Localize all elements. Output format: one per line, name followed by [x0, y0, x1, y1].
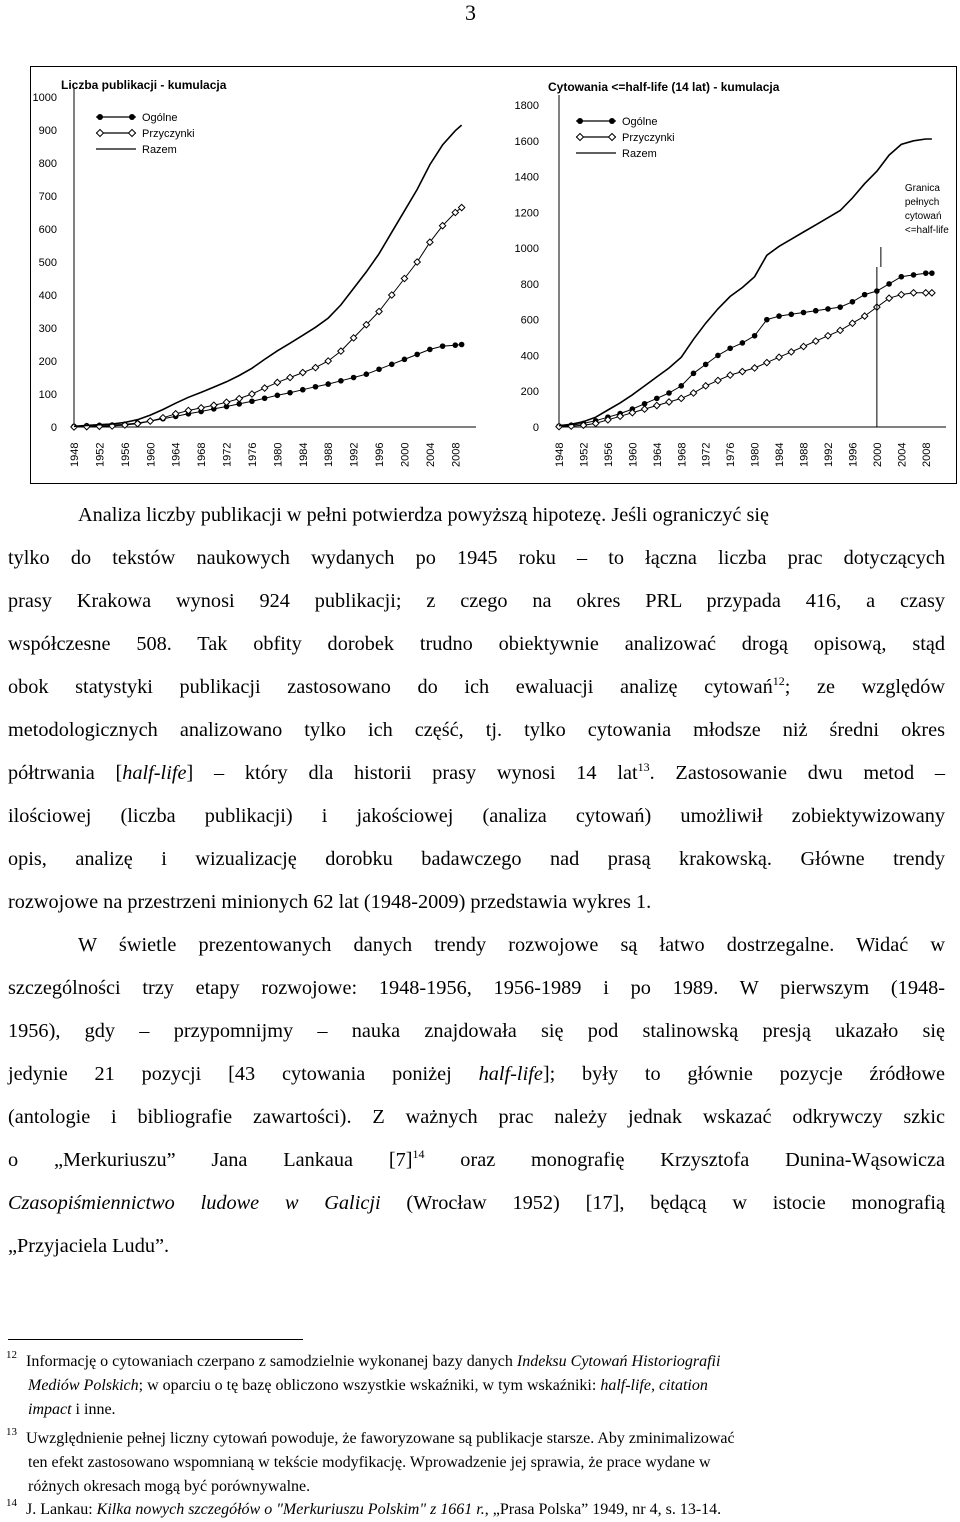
legend-marker: [129, 130, 136, 137]
data-point: [727, 345, 733, 351]
y-tick-label: 200: [520, 386, 539, 399]
footnote-number: 13: [6, 1426, 17, 1438]
y-tick-label: 600: [38, 224, 57, 236]
annotation-label: Granica: [904, 183, 940, 194]
data-point: [325, 381, 331, 387]
data-point: [236, 395, 242, 401]
data-point: [678, 395, 684, 401]
series-line-Przyczynki: [74, 208, 462, 428]
y-tick-label: 1400: [514, 171, 539, 184]
annotation-label: pełnych: [904, 197, 940, 208]
annotation-label: <=half-life: [904, 225, 949, 236]
data-point: [910, 290, 916, 296]
y-tick-label: 300: [38, 323, 57, 335]
text-line: szczególności trzy etapy rozwojowe: 1948-1956, 1956-1989 i po 1989. W pierwszym (1948-: [8, 977, 945, 999]
data-point: [275, 393, 281, 399]
y-tick-label: 1600: [514, 135, 539, 148]
figure-charts: [30, 66, 957, 484]
x-tick-label: 2004: [896, 442, 909, 467]
data-point: [899, 274, 905, 280]
y-tick-label: 1200: [514, 207, 539, 220]
series-line-Razem: [559, 139, 932, 426]
data-point: [825, 333, 831, 339]
data-point: [715, 353, 721, 359]
text-line: W świetle prezentowanych danych trendy rozwojowe są łatwo dostrzegalne. Widać w: [78, 934, 945, 956]
footnote-text: Uwzględnienie pełnej liczny cytowań powoduje, że faworyzowane są publikacje starsze. Aby zminimalizować ten efekt zastosowano wspomnianą w tekście modyfikację. Wprowadzenie jej sprawia, że prace wydane w różnych okresach mogą być porównywalne.: [26, 1430, 735, 1496]
data-point: [654, 396, 660, 402]
data-point: [703, 383, 709, 389]
legend-marker: [609, 118, 615, 124]
chart-2: [515, 80, 950, 467]
data-point: [274, 379, 280, 385]
text-line: rozwojowe na przestrzeni minionych 62 lat (1948-2009) przedstawia wykres 1.: [8, 891, 652, 913]
data-point: [249, 391, 255, 397]
text-line: Analiza liczby publikacji w pełni potwierdza powyższą hipotezę. Jeśli ograniczyć się: [78, 504, 769, 526]
footnote-text: J. Lankau: Kilka nowych szczegółów o "Merkuriuszu Polskim" z 1661 r., „Prasa Polska” 1949, nr 4, s. 13-14.: [26, 1501, 722, 1518]
legend-label: Przyczynki: [142, 128, 195, 140]
data-point: [402, 357, 408, 363]
x-tick-label: 1964: [170, 442, 183, 467]
data-point: [776, 354, 782, 360]
x-tick-label: 1996: [374, 442, 387, 467]
paragraph-1: [8, 494, 945, 924]
x-tick-label: 1988: [798, 442, 811, 467]
data-point: [727, 372, 733, 378]
text-line: tylko do tekstów naukowych wydanych po 1945 roku – to łączna liczba prac dotyczących: [8, 547, 945, 569]
data-point: [262, 395, 268, 401]
footnote-number: 12: [6, 1349, 17, 1361]
data-point: [825, 306, 831, 312]
x-tick-label: 1996: [847, 442, 860, 467]
data-point: [801, 310, 807, 316]
y-tick-label: 1800: [514, 100, 539, 112]
data-point: [287, 374, 293, 380]
data-point: [703, 362, 709, 368]
y-tick-label: 800: [38, 158, 57, 170]
data-point: [287, 390, 293, 396]
data-point: [800, 343, 806, 349]
data-point: [690, 390, 696, 396]
x-tick-label: 1972: [221, 442, 234, 467]
text-line: Czasopiśmiennictwo ludowe w Galicji (Wrocław 1952) [17], będącą w istocie monografią: [8, 1192, 945, 1214]
x-tick-label: 2000: [399, 442, 412, 467]
x-tick-label: 1952: [578, 442, 591, 467]
data-point: [911, 272, 917, 278]
text-line: o „Merkuriuszu” Jana Lankaua $[7]^{14}$ oraz monografię Krzysztofa Dunina-Wąsowicza: [8, 1147, 945, 1171]
x-tick-label: 1948: [554, 442, 566, 467]
data-point: [147, 418, 153, 424]
text-line: prasy Krakowa wynosi 924 publikacji; z czego na okres PRL przypada 416, a czasy: [8, 590, 945, 612]
legend-marker: [577, 118, 583, 124]
x-tick-label: 1984: [297, 442, 310, 467]
footnote-number: 14: [6, 1497, 17, 1509]
data-point: [849, 320, 855, 326]
x-tick-label: 1984: [774, 442, 787, 467]
data-point: [452, 342, 458, 348]
text-line: (antologie i bibliografie zawartości). Z ważnych prac należy jednak wskazać odkrywczy szkic: [8, 1106, 945, 1128]
legend-label: Ogólne: [142, 112, 178, 124]
legend-label: Razem: [142, 144, 177, 156]
text-line: półtrwania [half-life] – który dla historii prasy wynosi 14 lat$^{13}$. Zastosowanie dwu metod –: [8, 760, 945, 784]
legend: [96, 112, 195, 156]
text-line: „Przyjaciela Ludu”.: [8, 1235, 170, 1257]
text-line: jedynie 21 pozycji [43 cytowania poniżej half-life]; były to głównie pozycje źródłowe: [8, 1063, 945, 1085]
y-tick-label: 0: [50, 422, 57, 434]
data-point: [440, 343, 446, 349]
text-line: 1956), gdy – przypomnijmy – nauka znajdowała się pod stalinowską presją ukazało się: [8, 1020, 945, 1042]
y-tick-label: 0: [532, 422, 539, 434]
data-point: [752, 333, 758, 339]
data-point: [556, 423, 562, 429]
data-point: [414, 352, 420, 358]
data-point: [364, 371, 370, 377]
paragraph-2: [8, 924, 945, 1268]
data-point: [389, 362, 395, 368]
x-tick-label: 2004: [424, 442, 437, 467]
data-point: [813, 338, 819, 344]
data-point: [751, 365, 757, 371]
x-tick-label: 1976: [246, 442, 259, 467]
legend-marker: [577, 134, 584, 141]
legend-marker: [97, 114, 103, 120]
data-point: [837, 327, 843, 333]
annotation-label: cytowań: [904, 211, 942, 222]
x-tick-label: 1956: [119, 442, 132, 467]
data-point: [678, 383, 684, 389]
legend-marker: [129, 114, 135, 120]
data-point: [641, 406, 647, 412]
x-tick-label: 1976: [725, 442, 738, 467]
data-point: [376, 366, 382, 372]
x-tick-label: 1992: [348, 442, 361, 467]
x-tick-label: 1956: [602, 442, 615, 467]
data-point: [886, 281, 892, 287]
y-tick-label: 500: [38, 257, 57, 269]
chart-1: [33, 78, 476, 467]
data-point: [788, 312, 794, 318]
data-point: [929, 270, 935, 276]
data-point: [249, 398, 255, 404]
x-tick-label: 1964: [651, 442, 664, 467]
data-point: [929, 290, 935, 296]
y-tick-label: 800: [520, 278, 539, 291]
x-tick-label: 1972: [700, 442, 713, 467]
footnote-text: Informację o cytowaniach czerpano z samodzielnie wykonanej bazy danych Indeksu Cytowań Historiografii Mediów Polskich; w oparciu o tę bazę obliczono wszystkie wskaźniki, w tym wskaźniki: half-life, citation impact i inne.: [26, 1353, 721, 1419]
data-point: [666, 399, 672, 405]
data-point: [898, 291, 904, 297]
x-tick-label: 1980: [272, 442, 285, 467]
x-tick-label: 1968: [196, 442, 209, 467]
page-number: 3: [465, 0, 476, 25]
data-point: [666, 390, 672, 396]
legend: [576, 116, 675, 160]
data-point: [850, 299, 856, 305]
legend-label: Ogólne: [622, 116, 658, 128]
data-point: [776, 313, 782, 319]
chart-title: Liczba publikacji - kumulacja: [61, 78, 227, 92]
data-point: [300, 369, 306, 375]
data-point: [427, 347, 433, 353]
data-point: [788, 349, 794, 355]
data-point: [764, 359, 770, 365]
data-point: [740, 340, 746, 346]
data-point: [223, 399, 229, 405]
y-tick-label: 900: [38, 125, 57, 137]
x-tick-label: 2000: [871, 442, 884, 467]
y-tick-label: 100: [38, 389, 57, 401]
data-point: [261, 385, 267, 391]
data-point: [654, 402, 660, 408]
y-tick-label: 1000: [514, 243, 539, 256]
x-tick-label: 1960: [145, 442, 158, 467]
x-tick-label: 2008: [920, 442, 933, 467]
x-tick-label: 1992: [822, 442, 835, 467]
y-tick-label: 400: [38, 290, 57, 302]
text-line: obok statystyki publikacji zastosowano do ich ewaluacji analizę cytowań$^{12}$; ze względów: [8, 674, 945, 698]
data-point: [351, 375, 357, 381]
y-tick-label: 400: [520, 350, 539, 363]
data-point: [691, 371, 697, 377]
legend-label: Razem: [622, 148, 657, 160]
x-tick-label: 2008: [450, 442, 463, 467]
data-point: [338, 378, 344, 384]
data-point: [813, 308, 819, 314]
x-tick-label: 1988: [323, 442, 336, 467]
data-point: [862, 292, 868, 298]
text-line: metodologicznych analizowano tylko ich część, tj. tylko cytowania młodsze niż średni okres: [8, 719, 945, 741]
footnote-rule: [8, 1339, 303, 1340]
x-tick-label: 1952: [94, 442, 107, 467]
x-tick-label: 1948: [69, 442, 81, 467]
text-line: opis, analizę i wizualizację dorobku badawczego nad prasą krakowską. Główne trendy: [8, 848, 945, 870]
data-point: [312, 364, 318, 370]
data-point: [764, 317, 770, 323]
data-point: [837, 304, 843, 310]
data-point: [459, 342, 465, 348]
y-tick-label: 1000: [32, 92, 57, 104]
data-point: [923, 270, 929, 276]
series-line-Ogólne: [559, 273, 932, 426]
text-line: ilościowej (liczba publikacji) i jakościowej (analiza cytowań) umożliwił zobiektywizowany: [8, 805, 945, 827]
y-tick-label: 200: [38, 356, 57, 368]
charts-svg: [31, 67, 956, 483]
x-tick-label: 1980: [749, 442, 762, 467]
y-tick-label: 600: [520, 314, 539, 327]
chart-title: Cytowania <=half-life (14 lat) - kumulacja: [548, 80, 780, 94]
data-point: [300, 387, 306, 393]
legend-label: Przyczynki: [622, 132, 675, 144]
text-line: współczesne 508. Tak obfity dorobek trudno obiektywnie analizować drogą opisową, stąd: [8, 633, 945, 655]
data-point: [313, 384, 319, 390]
legend-marker: [97, 130, 104, 137]
data-point: [739, 368, 745, 374]
data-point: [715, 377, 721, 383]
x-tick-label: 1968: [676, 442, 689, 467]
legend-marker: [609, 134, 616, 141]
y-tick-label: 700: [38, 191, 57, 203]
x-tick-label: 1960: [627, 442, 640, 467]
